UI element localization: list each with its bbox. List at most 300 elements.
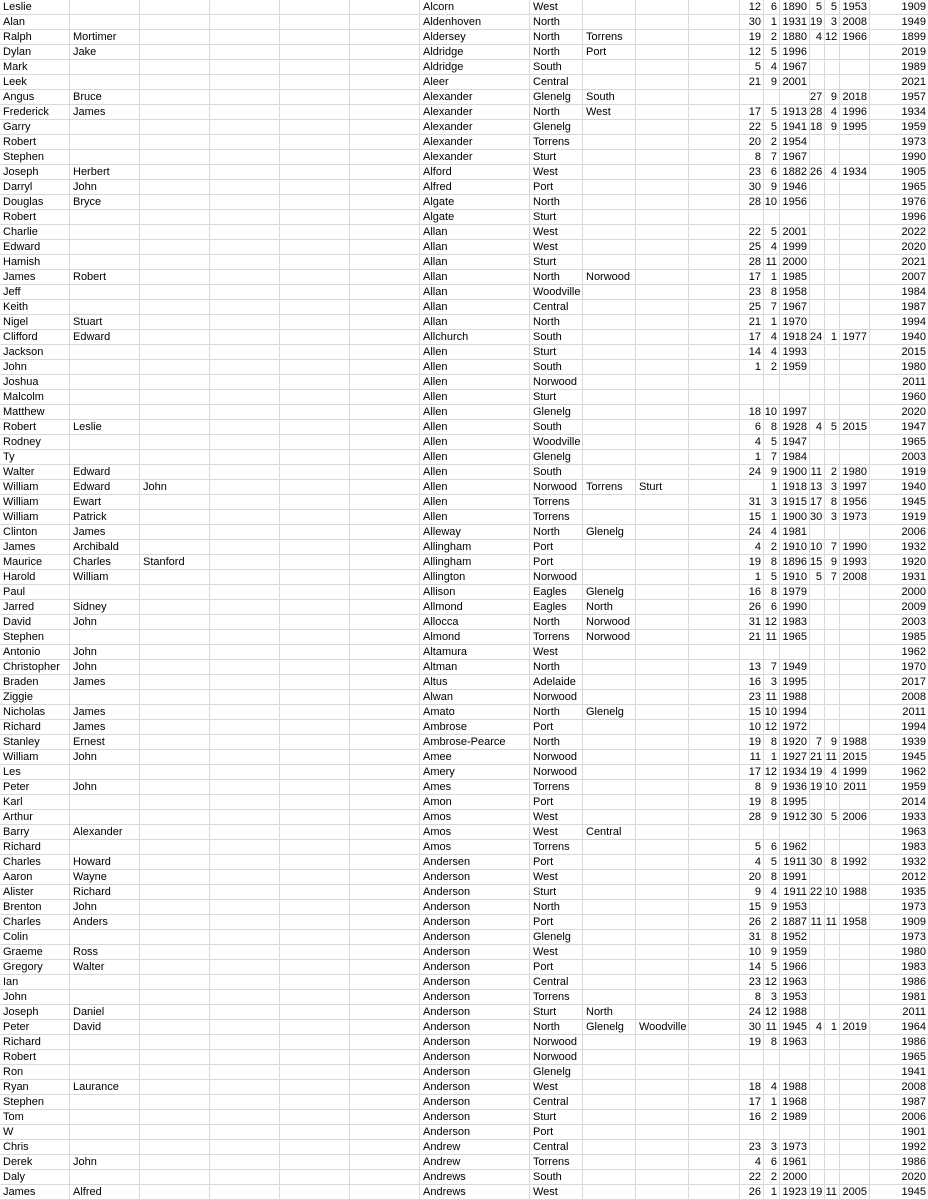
empty-cell[interactable] xyxy=(280,645,350,660)
surname-cell[interactable]: Anderson xyxy=(420,975,530,990)
death-month-cell[interactable]: 3 xyxy=(825,510,840,525)
empty-cell[interactable] xyxy=(210,150,280,165)
club-2-cell[interactable] xyxy=(583,765,636,780)
debut-year-cell[interactable]: 1940 xyxy=(870,480,928,495)
third-name-cell[interactable] xyxy=(140,705,210,720)
surname-cell[interactable]: Anderson xyxy=(420,870,530,885)
birth-day-cell[interactable]: 26 xyxy=(740,1185,764,1200)
surname-cell[interactable]: Allen xyxy=(420,450,530,465)
death-year-cell[interactable] xyxy=(840,960,870,975)
debut-year-cell[interactable]: 1909 xyxy=(870,0,928,15)
empty-cell[interactable] xyxy=(210,165,280,180)
debut-year-cell[interactable]: 1962 xyxy=(870,645,928,660)
birth-month-cell[interactable]: 8 xyxy=(764,555,780,570)
birth-month-cell[interactable]: 4 xyxy=(764,525,780,540)
third-name-cell[interactable] xyxy=(140,690,210,705)
empty-cell[interactable] xyxy=(210,1005,280,1020)
surname-cell[interactable]: Aldridge xyxy=(420,60,530,75)
third-name-cell[interactable] xyxy=(140,825,210,840)
birth-year-cell[interactable]: 2000 xyxy=(780,255,810,270)
death-day-cell[interactable] xyxy=(810,930,825,945)
empty-cell[interactable] xyxy=(210,1035,280,1050)
empty-cell[interactable] xyxy=(689,480,740,495)
birth-month-cell[interactable]: 6 xyxy=(764,840,780,855)
death-day-cell[interactable]: 15 xyxy=(810,555,825,570)
death-month-cell[interactable] xyxy=(825,870,840,885)
empty-cell[interactable] xyxy=(350,465,420,480)
club-1-cell[interactable]: South xyxy=(530,360,583,375)
empty-cell[interactable] xyxy=(689,990,740,1005)
first-name-cell[interactable]: Robert xyxy=(0,420,70,435)
empty-cell[interactable] xyxy=(210,15,280,30)
death-year-cell[interactable] xyxy=(840,390,870,405)
death-day-cell[interactable] xyxy=(810,720,825,735)
death-day-cell[interactable] xyxy=(810,690,825,705)
club-1-cell[interactable]: Eagles xyxy=(530,585,583,600)
first-name-cell[interactable]: James xyxy=(0,540,70,555)
birth-day-cell[interactable]: 14 xyxy=(740,960,764,975)
empty-cell[interactable] xyxy=(210,360,280,375)
death-month-cell[interactable] xyxy=(825,975,840,990)
birth-day-cell[interactable]: 28 xyxy=(740,255,764,270)
surname-cell[interactable]: Alcorn xyxy=(420,0,530,15)
birth-year-cell[interactable]: 1915 xyxy=(780,495,810,510)
birth-year-cell[interactable]: 1985 xyxy=(780,270,810,285)
club-3-cell[interactable] xyxy=(636,840,689,855)
empty-cell[interactable] xyxy=(210,1155,280,1170)
death-year-cell[interactable] xyxy=(840,1080,870,1095)
birth-year-cell[interactable]: 1927 xyxy=(780,750,810,765)
death-year-cell[interactable] xyxy=(840,705,870,720)
club-2-cell[interactable] xyxy=(583,180,636,195)
birth-month-cell[interactable]: 6 xyxy=(764,600,780,615)
death-year-cell[interactable] xyxy=(840,600,870,615)
empty-cell[interactable] xyxy=(350,60,420,75)
club-1-cell[interactable]: Port xyxy=(530,915,583,930)
empty-cell[interactable] xyxy=(210,675,280,690)
death-year-cell[interactable]: 2019 xyxy=(840,1020,870,1035)
empty-cell[interactable] xyxy=(280,975,350,990)
birth-day-cell[interactable]: 17 xyxy=(740,765,764,780)
second-name-cell[interactable]: John xyxy=(70,750,140,765)
empty-cell[interactable] xyxy=(350,1080,420,1095)
surname-cell[interactable]: Algate xyxy=(420,210,530,225)
empty-cell[interactable] xyxy=(689,915,740,930)
club-2-cell[interactable]: North xyxy=(583,600,636,615)
second-name-cell[interactable] xyxy=(70,300,140,315)
first-name-cell[interactable]: Barry xyxy=(0,825,70,840)
death-day-cell[interactable] xyxy=(810,75,825,90)
first-name-cell[interactable]: Keith xyxy=(0,300,70,315)
surname-cell[interactable]: Allan xyxy=(420,225,530,240)
empty-cell[interactable] xyxy=(280,885,350,900)
birth-month-cell[interactable]: 11 xyxy=(764,690,780,705)
death-month-cell[interactable] xyxy=(825,585,840,600)
empty-cell[interactable] xyxy=(210,120,280,135)
birth-year-cell[interactable]: 1953 xyxy=(780,900,810,915)
death-year-cell[interactable] xyxy=(840,1035,870,1050)
death-day-cell[interactable] xyxy=(810,615,825,630)
surname-cell[interactable]: Allan xyxy=(420,240,530,255)
club-1-cell[interactable]: West xyxy=(530,0,583,15)
death-month-cell[interactable]: 5 xyxy=(825,420,840,435)
death-year-cell[interactable]: 1956 xyxy=(840,495,870,510)
third-name-cell[interactable] xyxy=(140,105,210,120)
birth-month-cell[interactable]: 6 xyxy=(764,0,780,15)
empty-cell[interactable] xyxy=(210,930,280,945)
birth-year-cell[interactable]: 1988 xyxy=(780,1005,810,1020)
birth-day-cell[interactable]: 15 xyxy=(740,900,764,915)
birth-year-cell[interactable]: 1941 xyxy=(780,120,810,135)
club-3-cell[interactable] xyxy=(636,195,689,210)
club-3-cell[interactable] xyxy=(636,240,689,255)
club-3-cell[interactable] xyxy=(636,1065,689,1080)
debut-year-cell[interactable]: 1986 xyxy=(870,1155,928,1170)
death-month-cell[interactable]: 3 xyxy=(825,480,840,495)
empty-cell[interactable] xyxy=(210,315,280,330)
club-1-cell[interactable]: West xyxy=(530,810,583,825)
death-month-cell[interactable]: 12 xyxy=(825,30,840,45)
second-name-cell[interactable]: John xyxy=(70,1155,140,1170)
empty-cell[interactable] xyxy=(280,435,350,450)
surname-cell[interactable]: Anderson xyxy=(420,1080,530,1095)
third-name-cell[interactable] xyxy=(140,810,210,825)
second-name-cell[interactable]: Wayne xyxy=(70,870,140,885)
death-day-cell[interactable] xyxy=(810,405,825,420)
empty-cell[interactable] xyxy=(350,135,420,150)
death-day-cell[interactable] xyxy=(810,675,825,690)
debut-year-cell[interactable]: 1959 xyxy=(870,120,928,135)
first-name-cell[interactable]: Les xyxy=(0,765,70,780)
birth-day-cell[interactable] xyxy=(740,645,764,660)
second-name-cell[interactable]: James xyxy=(70,105,140,120)
first-name-cell[interactable]: Dylan xyxy=(0,45,70,60)
club-3-cell[interactable] xyxy=(636,1035,689,1050)
club-3-cell[interactable] xyxy=(636,15,689,30)
second-name-cell[interactable] xyxy=(70,690,140,705)
birth-day-cell[interactable]: 19 xyxy=(740,735,764,750)
death-day-cell[interactable] xyxy=(810,585,825,600)
empty-cell[interactable] xyxy=(280,405,350,420)
death-day-cell[interactable]: 11 xyxy=(810,915,825,930)
birth-month-cell[interactable]: 1 xyxy=(764,1185,780,1200)
empty-cell[interactable] xyxy=(210,180,280,195)
club-1-cell[interactable]: Norwood xyxy=(530,480,583,495)
debut-year-cell[interactable]: 1965 xyxy=(870,1050,928,1065)
birth-day-cell[interactable]: 21 xyxy=(740,75,764,90)
death-month-cell[interactable] xyxy=(825,1095,840,1110)
empty-cell[interactable] xyxy=(280,615,350,630)
club-1-cell[interactable]: Woodville xyxy=(530,285,583,300)
death-month-cell[interactable] xyxy=(825,960,840,975)
death-day-cell[interactable] xyxy=(810,1050,825,1065)
death-month-cell[interactable]: 2 xyxy=(825,465,840,480)
death-year-cell[interactable] xyxy=(840,840,870,855)
empty-cell[interactable] xyxy=(280,390,350,405)
empty-cell[interactable] xyxy=(350,330,420,345)
empty-cell[interactable] xyxy=(280,30,350,45)
death-month-cell[interactable] xyxy=(825,840,840,855)
birth-year-cell[interactable]: 1988 xyxy=(780,1080,810,1095)
death-month-cell[interactable]: 8 xyxy=(825,855,840,870)
third-name-cell[interactable] xyxy=(140,1110,210,1125)
club-1-cell[interactable]: Woodville xyxy=(530,435,583,450)
empty-cell[interactable] xyxy=(210,420,280,435)
second-name-cell[interactable]: Charles xyxy=(70,555,140,570)
death-month-cell[interactable] xyxy=(825,1110,840,1125)
birth-day-cell[interactable] xyxy=(740,90,764,105)
death-month-cell[interactable]: 9 xyxy=(825,735,840,750)
birth-month-cell[interactable]: 7 xyxy=(764,660,780,675)
death-month-cell[interactable] xyxy=(825,900,840,915)
empty-cell[interactable] xyxy=(689,1080,740,1095)
birth-month-cell[interactable]: 1 xyxy=(764,480,780,495)
birth-day-cell[interactable] xyxy=(740,375,764,390)
second-name-cell[interactable] xyxy=(70,1170,140,1185)
death-year-cell[interactable] xyxy=(840,690,870,705)
birth-month-cell[interactable]: 11 xyxy=(764,630,780,645)
empty-cell[interactable] xyxy=(350,315,420,330)
death-day-cell[interactable]: 10 xyxy=(810,540,825,555)
birth-day-cell[interactable]: 4 xyxy=(740,1155,764,1170)
empty-cell[interactable] xyxy=(350,15,420,30)
death-year-cell[interactable] xyxy=(840,150,870,165)
surname-cell[interactable]: Allan xyxy=(420,300,530,315)
debut-year-cell[interactable]: 2009 xyxy=(870,600,928,615)
empty-cell[interactable] xyxy=(689,975,740,990)
club-3-cell[interactable] xyxy=(636,465,689,480)
death-year-cell[interactable] xyxy=(840,345,870,360)
club-3-cell[interactable] xyxy=(636,1155,689,1170)
club-1-cell[interactable]: Port xyxy=(530,1125,583,1140)
death-month-cell[interactable] xyxy=(825,630,840,645)
death-month-cell[interactable] xyxy=(825,690,840,705)
first-name-cell[interactable]: Colin xyxy=(0,930,70,945)
second-name-cell[interactable]: Richard xyxy=(70,885,140,900)
empty-cell[interactable] xyxy=(350,600,420,615)
death-year-cell[interactable] xyxy=(840,1005,870,1020)
birth-year-cell[interactable]: 1931 xyxy=(780,15,810,30)
club-3-cell[interactable] xyxy=(636,105,689,120)
death-year-cell[interactable] xyxy=(840,825,870,840)
birth-month-cell[interactable]: 4 xyxy=(764,885,780,900)
debut-year-cell[interactable]: 1984 xyxy=(870,285,928,300)
empty-cell[interactable] xyxy=(280,585,350,600)
second-name-cell[interactable] xyxy=(70,630,140,645)
empty-cell[interactable] xyxy=(210,1065,280,1080)
birth-year-cell[interactable] xyxy=(780,390,810,405)
birth-year-cell[interactable]: 1997 xyxy=(780,405,810,420)
first-name-cell[interactable]: Stanley xyxy=(0,735,70,750)
surname-cell[interactable]: Allingham xyxy=(420,555,530,570)
third-name-cell[interactable] xyxy=(140,945,210,960)
birth-day-cell[interactable]: 15 xyxy=(740,705,764,720)
first-name-cell[interactable]: Darryl xyxy=(0,180,70,195)
birth-year-cell[interactable]: 1989 xyxy=(780,1110,810,1125)
empty-cell[interactable] xyxy=(350,300,420,315)
birth-month-cell[interactable] xyxy=(764,645,780,660)
debut-year-cell[interactable]: 2003 xyxy=(870,615,928,630)
third-name-cell[interactable] xyxy=(140,1050,210,1065)
surname-cell[interactable]: Aleer xyxy=(420,75,530,90)
club-1-cell[interactable]: North xyxy=(530,615,583,630)
surname-cell[interactable]: Anderson xyxy=(420,930,530,945)
empty-cell[interactable] xyxy=(210,1095,280,1110)
club-3-cell[interactable] xyxy=(636,765,689,780)
empty-cell[interactable] xyxy=(210,1140,280,1155)
club-2-cell[interactable]: West xyxy=(583,105,636,120)
death-month-cell[interactable] xyxy=(825,345,840,360)
debut-year-cell[interactable]: 1959 xyxy=(870,780,928,795)
club-3-cell[interactable] xyxy=(636,585,689,600)
third-name-cell[interactable] xyxy=(140,735,210,750)
death-day-cell[interactable] xyxy=(810,390,825,405)
death-year-cell[interactable]: 2015 xyxy=(840,420,870,435)
club-2-cell[interactable] xyxy=(583,390,636,405)
birth-day-cell[interactable]: 8 xyxy=(740,150,764,165)
death-day-cell[interactable] xyxy=(810,285,825,300)
death-year-cell[interactable] xyxy=(840,225,870,240)
club-1-cell[interactable]: Central xyxy=(530,1140,583,1155)
empty-cell[interactable] xyxy=(210,840,280,855)
empty-cell[interactable] xyxy=(350,210,420,225)
club-2-cell[interactable]: Glenelg xyxy=(583,1020,636,1035)
birth-year-cell[interactable]: 1973 xyxy=(780,1140,810,1155)
empty-cell[interactable] xyxy=(210,405,280,420)
empty-cell[interactable] xyxy=(210,210,280,225)
second-name-cell[interactable]: Alfred xyxy=(70,1185,140,1200)
empty-cell[interactable] xyxy=(350,660,420,675)
empty-cell[interactable] xyxy=(350,510,420,525)
surname-cell[interactable]: Amon xyxy=(420,795,530,810)
birth-year-cell[interactable]: 1911 xyxy=(780,885,810,900)
birth-year-cell[interactable]: 1970 xyxy=(780,315,810,330)
birth-year-cell[interactable]: 1996 xyxy=(780,45,810,60)
surname-cell[interactable]: Anderson xyxy=(420,1125,530,1140)
empty-cell[interactable] xyxy=(689,150,740,165)
debut-year-cell[interactable]: 1909 xyxy=(870,915,928,930)
birth-day-cell[interactable]: 17 xyxy=(740,270,764,285)
second-name-cell[interactable] xyxy=(70,0,140,15)
club-2-cell[interactable] xyxy=(583,1095,636,1110)
club-1-cell[interactable]: Torrens xyxy=(530,840,583,855)
death-day-cell[interactable]: 5 xyxy=(810,570,825,585)
club-3-cell[interactable] xyxy=(636,690,689,705)
empty-cell[interactable] xyxy=(689,0,740,15)
death-year-cell[interactable]: 1990 xyxy=(840,540,870,555)
empty-cell[interactable] xyxy=(350,375,420,390)
third-name-cell[interactable] xyxy=(140,855,210,870)
empty-cell[interactable] xyxy=(350,480,420,495)
empty-cell[interactable] xyxy=(280,780,350,795)
second-name-cell[interactable] xyxy=(70,75,140,90)
empty-cell[interactable] xyxy=(280,870,350,885)
death-day-cell[interactable] xyxy=(810,840,825,855)
death-month-cell[interactable] xyxy=(825,615,840,630)
first-name-cell[interactable]: Nigel xyxy=(0,315,70,330)
empty-cell[interactable] xyxy=(280,75,350,90)
empty-cell[interactable] xyxy=(689,420,740,435)
birth-day-cell[interactable]: 31 xyxy=(740,615,764,630)
club-1-cell[interactable]: Glenelg xyxy=(530,120,583,135)
club-1-cell[interactable]: North xyxy=(530,270,583,285)
empty-cell[interactable] xyxy=(280,810,350,825)
debut-year-cell[interactable]: 1919 xyxy=(870,510,928,525)
first-name-cell[interactable]: Peter xyxy=(0,780,70,795)
surname-cell[interactable]: Allan xyxy=(420,315,530,330)
club-1-cell[interactable]: Norwood xyxy=(530,1035,583,1050)
second-name-cell[interactable]: John xyxy=(70,900,140,915)
empty-cell[interactable] xyxy=(280,105,350,120)
birth-year-cell[interactable]: 1946 xyxy=(780,180,810,195)
debut-year-cell[interactable]: 1962 xyxy=(870,765,928,780)
club-3-cell[interactable] xyxy=(636,1170,689,1185)
empty-cell[interactable] xyxy=(280,375,350,390)
death-month-cell[interactable] xyxy=(825,390,840,405)
empty-cell[interactable] xyxy=(280,465,350,480)
club-2-cell[interactable]: Central xyxy=(583,825,636,840)
club-2-cell[interactable] xyxy=(583,660,636,675)
empty-cell[interactable] xyxy=(350,840,420,855)
club-1-cell[interactable]: North xyxy=(530,105,583,120)
club-1-cell[interactable]: West xyxy=(530,645,583,660)
third-name-cell[interactable] xyxy=(140,300,210,315)
second-name-cell[interactable]: James xyxy=(70,705,140,720)
death-day-cell[interactable] xyxy=(810,660,825,675)
empty-cell[interactable] xyxy=(350,90,420,105)
second-name-cell[interactable]: Bryce xyxy=(70,195,140,210)
debut-year-cell[interactable]: 1996 xyxy=(870,210,928,225)
club-2-cell[interactable] xyxy=(583,1035,636,1050)
death-day-cell[interactable] xyxy=(810,135,825,150)
club-1-cell[interactable]: Port xyxy=(530,720,583,735)
surname-cell[interactable]: Aldersey xyxy=(420,30,530,45)
death-day-cell[interactable]: 19 xyxy=(810,780,825,795)
birth-month-cell[interactable]: 8 xyxy=(764,285,780,300)
club-3-cell[interactable] xyxy=(636,960,689,975)
surname-cell[interactable]: Alleway xyxy=(420,525,530,540)
third-name-cell[interactable] xyxy=(140,1005,210,1020)
birth-month-cell[interactable]: 9 xyxy=(764,465,780,480)
birth-month-cell[interactable]: 11 xyxy=(764,1020,780,1035)
birth-year-cell[interactable] xyxy=(780,825,810,840)
second-name-cell[interactable]: Alexander xyxy=(70,825,140,840)
debut-year-cell[interactable]: 1985 xyxy=(870,630,928,645)
third-name-cell[interactable] xyxy=(140,915,210,930)
empty-cell[interactable] xyxy=(280,1095,350,1110)
empty-cell[interactable] xyxy=(350,825,420,840)
empty-cell[interactable] xyxy=(350,690,420,705)
first-name-cell[interactable]: Ralph xyxy=(0,30,70,45)
second-name-cell[interactable] xyxy=(70,255,140,270)
first-name-cell[interactable]: Jackson xyxy=(0,345,70,360)
club-1-cell[interactable]: North xyxy=(530,735,583,750)
debut-year-cell[interactable]: 1983 xyxy=(870,840,928,855)
birth-year-cell[interactable]: 1990 xyxy=(780,600,810,615)
empty-cell[interactable] xyxy=(210,660,280,675)
third-name-cell[interactable] xyxy=(140,75,210,90)
death-month-cell[interactable] xyxy=(825,525,840,540)
surname-cell[interactable]: Allen xyxy=(420,345,530,360)
surname-cell[interactable]: Amee xyxy=(420,750,530,765)
death-year-cell[interactable] xyxy=(840,1050,870,1065)
club-1-cell[interactable]: Torrens xyxy=(530,510,583,525)
birth-day-cell[interactable]: 19 xyxy=(740,795,764,810)
death-day-cell[interactable]: 4 xyxy=(810,420,825,435)
death-month-cell[interactable] xyxy=(825,75,840,90)
birth-day-cell[interactable]: 22 xyxy=(740,120,764,135)
second-name-cell[interactable]: John xyxy=(70,660,140,675)
